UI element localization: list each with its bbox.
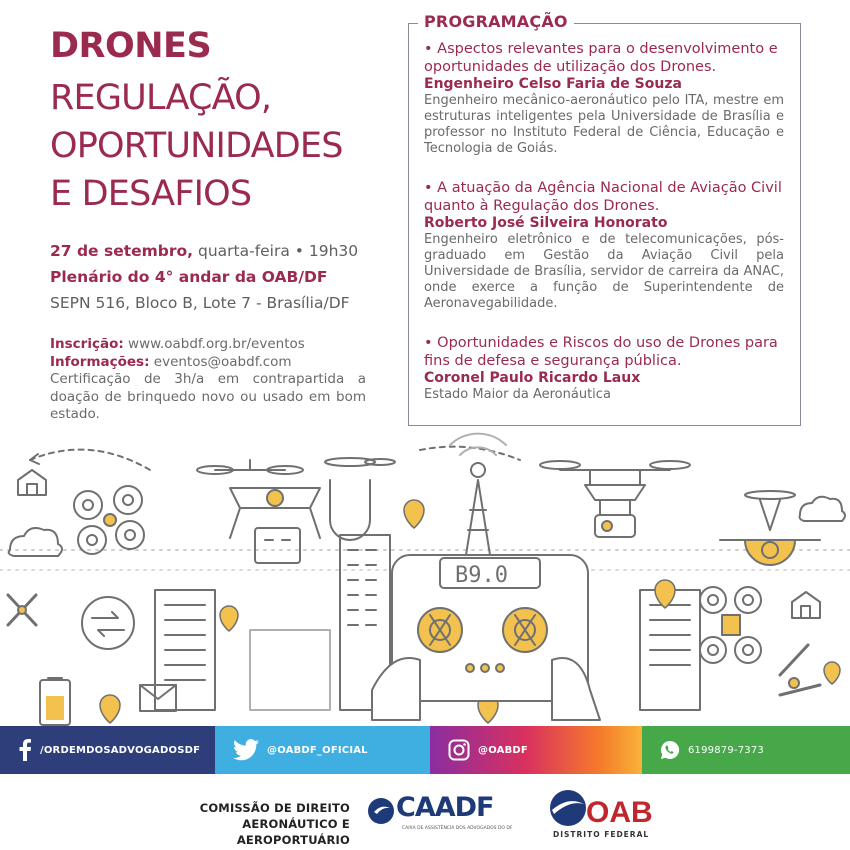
whatsapp-icon (660, 740, 680, 760)
sync-icon (82, 597, 134, 649)
quadcopter-icon (74, 486, 144, 554)
program-speaker: Coronel Paulo Ricardo Laux (424, 370, 641, 386)
event-venue: Plenário do 4° andar da OAB/DF (50, 268, 328, 286)
event-address: SEPN 516, Bloco B, Lote 7 - Brasília/DF (50, 294, 350, 312)
program-topic: • Aspectos relevantes para o desenvolvimento e oportunidades de utilização dos Drones. (424, 41, 778, 75)
house-icon (18, 470, 46, 495)
oab-logo (548, 788, 653, 830)
battery-icon (40, 678, 70, 725)
event-day-time: quarta-feira • 19h30 (193, 242, 359, 260)
building-icon (640, 590, 700, 710)
program-bio: Engenheiro eletrônico e de telecomunicações, pós-graduado em Gestão da Aviação Civil pela Universidade de Brasília, servidor de carreira da ANAC, onde exerce a função de Superintendente de Aeronavegabilidade. (424, 232, 784, 311)
event-date: 27 de setembro, (50, 242, 194, 260)
certificate-note: Certificação de 3h/a em contrapartida a doação de brinquedo novo ou usado em bom estado. (50, 371, 366, 422)
title-line-3: E DESAFIOS (50, 174, 252, 214)
dashed-arrow-icon (30, 450, 150, 470)
title-drones: DRONES (50, 26, 212, 66)
social-bar (0, 726, 850, 774)
location-pin-icon (220, 606, 238, 631)
twitter-link[interactable] (215, 726, 430, 774)
program-title: PROGRAMAÇÃO (418, 12, 574, 31)
program-speaker: Roberto José Silveira Honorato (424, 215, 668, 231)
program-topic: • A atuação da Agência Nacional de Aviação Civil quanto à Regulação dos Drones. (424, 180, 782, 214)
program-bio: Estado Maior da Aeronáutica (424, 387, 611, 402)
instagram-handle: @OABDF (478, 744, 528, 756)
location-pin-icon (655, 580, 675, 608)
cloud-icon (800, 497, 846, 521)
remote-controller-icon (372, 555, 600, 720)
oab-logo-text: OAB (586, 796, 653, 829)
location-pin-icon (824, 662, 840, 684)
quadcopter-icon (700, 587, 761, 663)
building-icon (155, 590, 215, 710)
registration-info (50, 336, 366, 424)
controller-display: B9.0 (455, 563, 508, 588)
program-item (424, 334, 784, 403)
program-speaker: Engenheiro Celso Faria de Souza (424, 76, 682, 92)
program-item (424, 40, 784, 157)
house-icon (792, 592, 820, 618)
caadf-logo: CAADF (396, 792, 494, 823)
facebook-handle: /ORDEMDOSADVOGADOSDF (40, 744, 201, 756)
whatsapp-number: 6199879-7373 (688, 744, 764, 756)
facebook-icon (18, 739, 32, 761)
facebook-link[interactable] (0, 726, 215, 774)
event-date-line (50, 238, 358, 264)
drone-icon (197, 458, 395, 563)
twitter-handle: @OABDF_OFICIAL (267, 744, 368, 756)
drone-icon (540, 461, 690, 537)
instagram-icon (448, 739, 470, 761)
program-item (424, 179, 784, 312)
location-pin-icon (100, 695, 120, 723)
title-line-2: OPORTUNIDADES (50, 126, 343, 166)
whatsapp-link[interactable] (642, 726, 850, 774)
commission-line-2: AERONÁUTICO E AEROPORTUÁRIO (236, 817, 350, 847)
info-email[interactable]: eventos@oabdf.com (149, 353, 292, 370)
inscricao-label: Inscrição: (50, 336, 124, 352)
drone-city-illustration (0, 440, 850, 730)
program-topic: • Oportunidades e Riscos do uso de Drones para fins de defesa e segurança pública. (424, 335, 778, 369)
inscricao-link[interactable]: www.oabdf.org.br/eventos (123, 336, 305, 352)
commission-line-1: COMISSÃO DE DIREITO (199, 801, 350, 815)
title-line-1: REGULAÇÃO, (50, 78, 272, 118)
antenna-icon (450, 434, 506, 555)
info-label: Informações: (50, 353, 150, 370)
caadf-subtitle: CAIXA DE ASSISTÊNCIA DOS ADVOGADOS DO DF (402, 826, 513, 831)
footer (0, 774, 850, 850)
location-pin-icon (404, 500, 424, 528)
oab-subtitle: DISTRITO FEDERAL (553, 830, 650, 839)
caadf-logo-icon (366, 796, 396, 826)
program-bio: Engenheiro mecânico-aeronáutico pelo ITA, mestre em estruturas inteligentes pela Universidade de Brasília e professor no Instituto Federal de Ciência, Educação e Tecnologia de Goiás. (424, 93, 784, 156)
twitter-icon (233, 739, 259, 761)
commission-name (140, 800, 350, 848)
instagram-link[interactable] (430, 726, 642, 774)
camera-drone-icon (720, 491, 820, 565)
cloud-icon (9, 528, 62, 556)
program-list (424, 40, 784, 425)
envelope-icon (140, 685, 176, 711)
event-info (50, 238, 358, 316)
